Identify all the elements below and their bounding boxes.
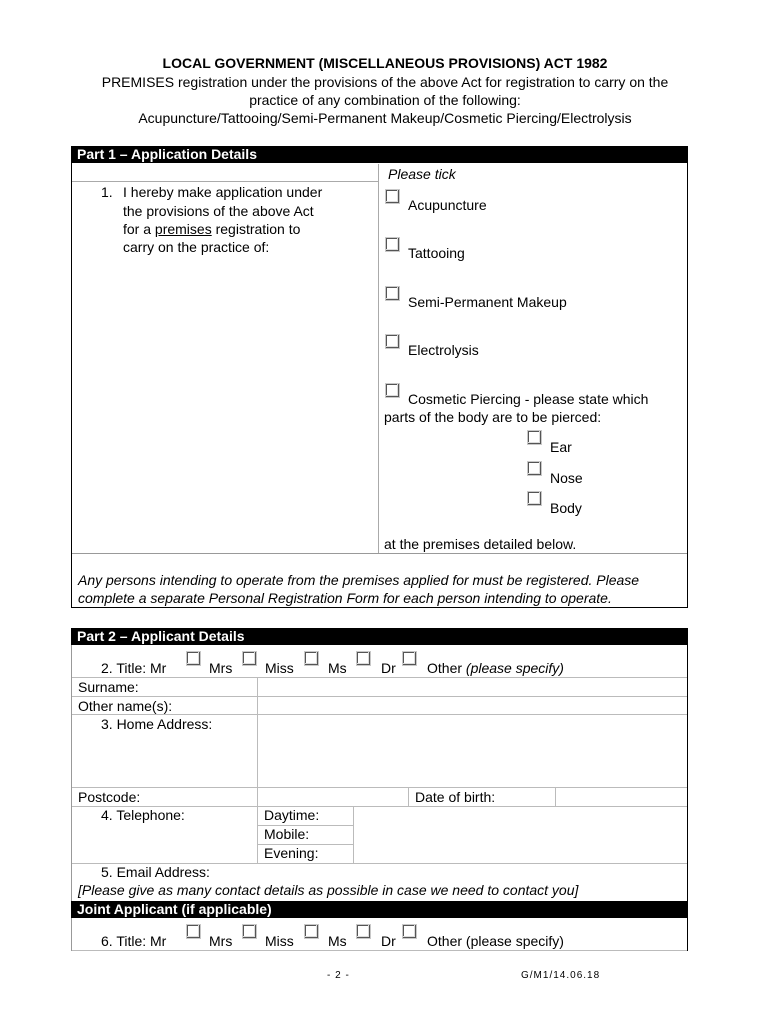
part1-col-divider	[378, 164, 379, 553]
tattooing-label: Tattooing	[408, 245, 465, 261]
cosmetic-piercing-checkbox[interactable]	[385, 383, 400, 398]
q1-line-3-post: registration to	[211, 221, 301, 237]
telephone-label: 4. Telephone:	[101, 807, 185, 823]
part1-border-right	[687, 163, 688, 607]
cosmetic-piercing-label-2: parts of the body are to be pierced:	[384, 409, 602, 425]
joint-title-mrs-checkbox[interactable]	[242, 924, 257, 939]
tattooing-checkbox[interactable]	[385, 237, 400, 252]
joint-title-miss-label: Miss	[265, 933, 294, 949]
electrolysis-checkbox[interactable]	[385, 334, 400, 349]
dob-field[interactable]	[556, 788, 687, 806]
title-mrs-checkbox[interactable]	[242, 651, 257, 666]
semi-permanent-makeup-label: Semi-Permanent Makeup	[408, 294, 567, 310]
home-address-label: 3. Home Address:	[101, 716, 213, 732]
nose-checkbox[interactable]	[527, 461, 542, 476]
cosmetic-piercing-label: Cosmetic Piercing - please state which	[408, 391, 649, 407]
title-ms-checkbox[interactable]	[356, 651, 371, 666]
dob-label: Date of birth:	[415, 789, 496, 805]
nose-label: Nose	[550, 470, 583, 486]
joint-title-ms-checkbox[interactable]	[356, 924, 371, 939]
part1-border-bottom	[71, 607, 688, 608]
document-code: G/M1/14.06.18	[521, 970, 601, 981]
postcode-field[interactable]	[258, 788, 408, 806]
joint-title-miss-checkbox[interactable]	[304, 924, 319, 939]
contact-note: [Please give as many contact details as possible in case we need to contact you]	[78, 882, 579, 898]
at-premises-text: at the premises detailed below.	[384, 536, 577, 552]
semi-permanent-makeup-checkbox[interactable]	[385, 286, 400, 301]
page-number: - 2 -	[327, 970, 350, 981]
joint-title-dr-checkbox[interactable]	[402, 924, 417, 939]
joint-title-other-label: Other (please specify)	[427, 933, 564, 949]
q1-line-3	[123, 221, 300, 238]
email-label: 5. Email Address:	[101, 864, 210, 880]
col-line-dob-left	[408, 787, 409, 806]
subtitle-line-1: PREMISES registration under the provisions of the above Act for registration to carry on the	[101, 74, 669, 90]
joint-title-mr-checkbox[interactable]	[186, 924, 201, 939]
title-mr-checkbox[interactable]	[186, 651, 201, 666]
joint-title-mrs-label: Mrs	[209, 933, 233, 949]
part1-heading: Part 1 – Application Details	[71, 146, 688, 163]
title-other-label	[427, 660, 564, 677]
part2-heading: Part 2 – Applicant Details	[71, 628, 688, 645]
joint-title-dr-label: Dr	[381, 933, 396, 949]
postcode-label: Postcode:	[78, 789, 141, 805]
joint-title-label: 6. Title: Mr	[101, 933, 167, 949]
q1-line-4: carry on the practice of:	[123, 239, 270, 255]
title-mrs-label: Mrs	[209, 660, 233, 676]
acupuncture-label: Acupuncture	[408, 197, 487, 213]
title-miss-label: Miss	[265, 660, 294, 676]
subtitle-line-3: Acupuncture/Tattooing/Semi-Permanent Makeup/Cosmetic Piercing/Electrolysis	[138, 110, 632, 126]
electrolysis-label: Electrolysis	[408, 342, 479, 358]
body-checkbox[interactable]	[527, 491, 542, 506]
surname-label: Surname:	[78, 679, 139, 695]
q1-line-3-pre: for a	[123, 221, 155, 237]
title-other-text: Other	[427, 660, 466, 676]
joint-applicant-heading: Joint Applicant (if applicable)	[71, 901, 688, 918]
please-tick-label: Please tick	[388, 166, 456, 182]
part1-row-divider	[72, 181, 378, 182]
surname-field[interactable]	[258, 678, 687, 696]
subtitle-line-2: practice of any combination of the following:	[249, 92, 521, 108]
ear-checkbox[interactable]	[527, 430, 542, 445]
q1-line-1: I hereby make application under	[123, 184, 323, 200]
evening-label: Evening:	[264, 845, 319, 861]
other-names-label: Other name(s):	[78, 698, 173, 714]
part1-border-left	[71, 163, 72, 607]
mobile-label: Mobile:	[264, 826, 310, 842]
part1-divider	[72, 553, 687, 554]
ear-label: Ear	[550, 439, 572, 455]
q1-line-2: the provisions of the above Act	[123, 203, 314, 219]
daytime-field[interactable]	[354, 807, 687, 825]
title-dr-label: Dr	[381, 660, 396, 676]
joint-bottom-line	[72, 950, 687, 951]
other-names-field[interactable]	[258, 697, 687, 714]
title-other-italic: (please specify)	[465, 660, 564, 676]
home-address-field[interactable]	[258, 715, 687, 787]
daytime-label: Daytime:	[264, 807, 320, 823]
q1-premises-underlined: premises	[154, 221, 212, 237]
title-dr-checkbox[interactable]	[402, 651, 417, 666]
title-ms-label: Ms	[328, 660, 347, 676]
email-field[interactable]	[258, 864, 687, 882]
body-label: Body	[550, 500, 582, 516]
title-label: 2. Title: Mr	[101, 660, 167, 676]
registration-note-2: complete a separate Personal Registration Form for each person intending to operate.	[78, 590, 612, 606]
registration-note-1: Any persons intending to operate from the premises applied for must be registered. Please	[78, 572, 640, 588]
document-title: LOCAL GOVERNMENT (MISCELLANEOUS PROVISIONS) ACT 1982	[162, 55, 608, 71]
joint-title-ms-label: Ms	[328, 933, 347, 949]
acupuncture-checkbox[interactable]	[385, 189, 400, 204]
q1-number: 1.	[101, 184, 113, 200]
title-miss-checkbox[interactable]	[304, 651, 319, 666]
